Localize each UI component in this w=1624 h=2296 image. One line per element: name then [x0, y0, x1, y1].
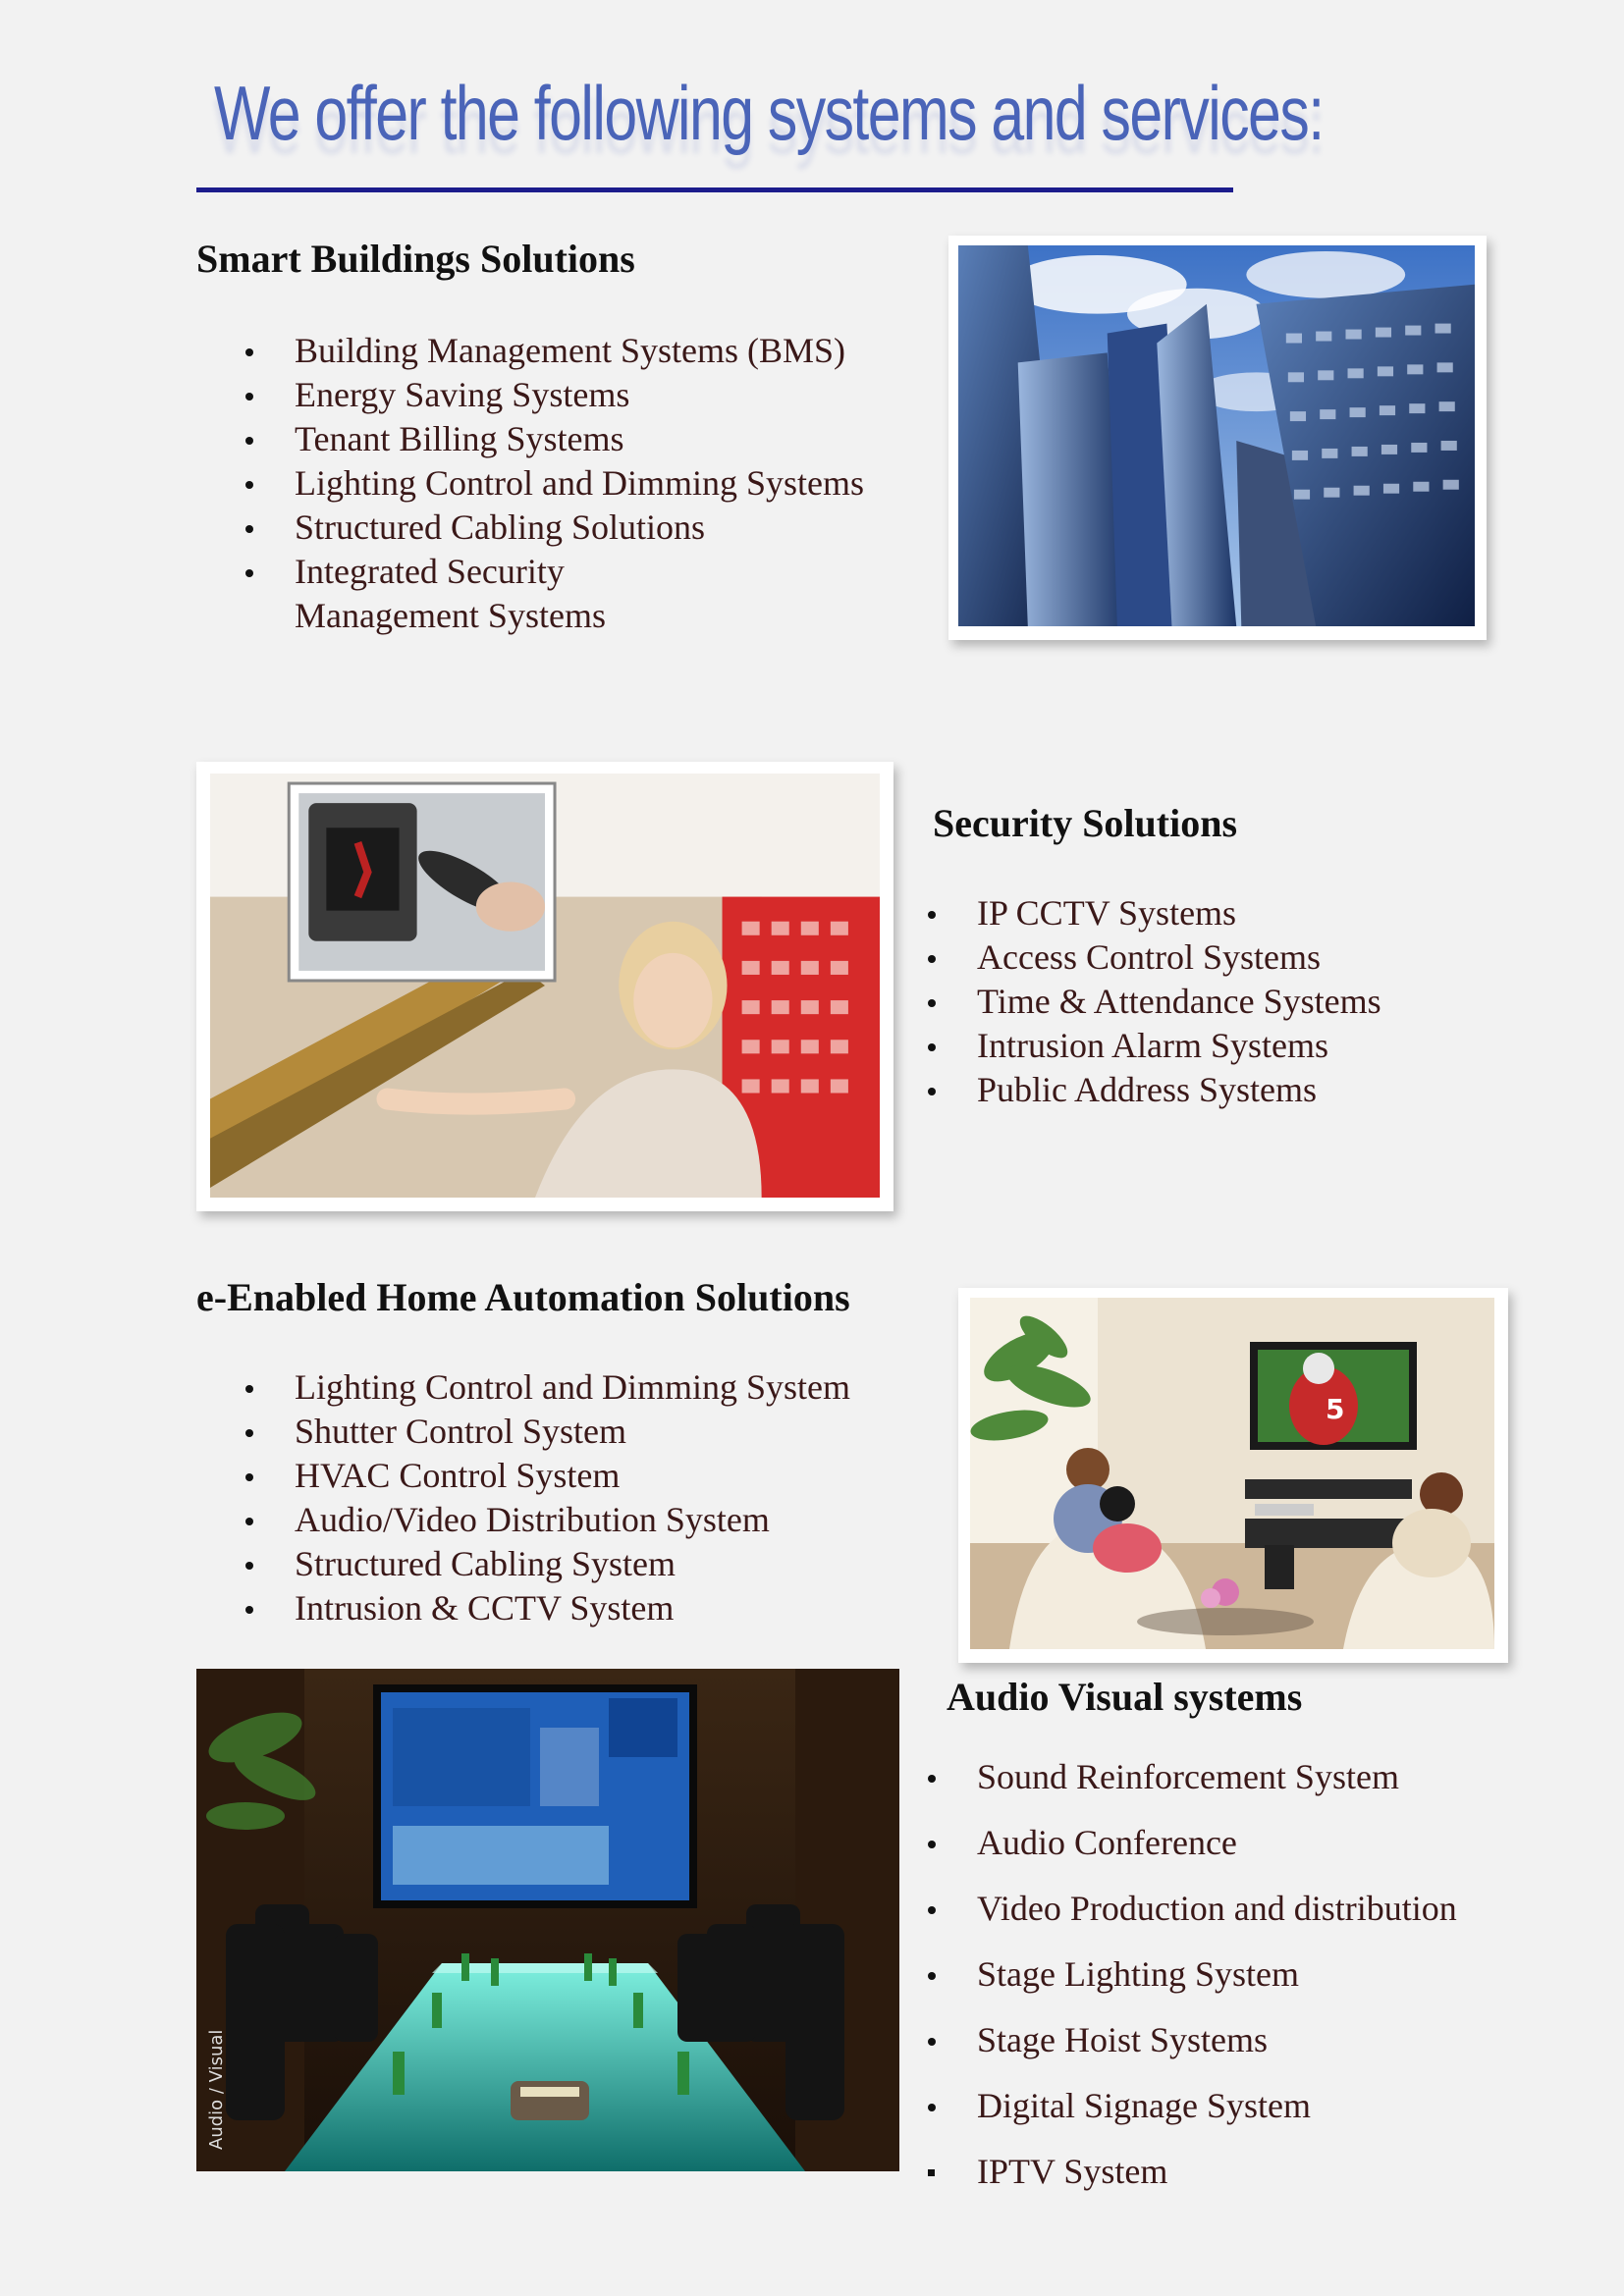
image-caption: Audio / Visual	[206, 2029, 227, 2150]
home-automation-heading: e-Enabled Home Automation Solutions	[196, 1275, 850, 1319]
security-list	[879, 891, 1586, 1112]
audio-visual-list	[879, 1744, 1605, 2205]
smart-buildings-heading: Smart Buildings Solutions	[196, 237, 635, 281]
list-item: Intrusion Alarm Systems	[879, 1024, 1586, 1068]
list-item: Tenant Billing Systems	[196, 417, 943, 461]
smart-buildings-list	[196, 329, 943, 638]
list-item: Public Address Systems	[879, 1068, 1586, 1112]
security-illustration	[210, 774, 880, 1198]
svg-text:5: 5	[1326, 1393, 1345, 1425]
home-theater-image	[958, 1288, 1508, 1663]
security-heading: Security Solutions	[933, 801, 1238, 845]
title-underline	[196, 187, 1233, 192]
list-item: Building Management Systems (BMS)	[196, 329, 943, 373]
conference-room-image	[196, 1669, 899, 2171]
audio-visual-heading: Audio Visual systems	[947, 1675, 1303, 1719]
list-item: Digital Signage System	[879, 2073, 1605, 2139]
list-item: Lighting Control and Dimming System	[196, 1365, 943, 1410]
list-item: Stage Hoist Systems	[879, 2007, 1605, 2073]
list-item: Shutter Control System	[196, 1410, 943, 1454]
security-access-image	[196, 762, 893, 1211]
page-title: We offer the following systems and services:	[214, 70, 1324, 156]
list-item: Energy Saving Systems	[196, 373, 943, 417]
list-item: IPTV System	[879, 2139, 1605, 2205]
list-item: Access Control Systems	[879, 935, 1586, 980]
home-automation-list	[196, 1365, 943, 1630]
living-room-illustration	[970, 1298, 1494, 1649]
conference-room-illustration	[196, 1669, 899, 2171]
list-item: Intrusion & CCTV System	[196, 1586, 943, 1630]
list-item: Sound Reinforcement System	[879, 1744, 1605, 1810]
list-item: IP CCTV Systems	[879, 891, 1586, 935]
list-item: Stage Lighting System	[879, 1942, 1605, 2007]
list-item: Audio/Video Distribution System	[196, 1498, 943, 1542]
list-item: Structured Cabling System	[196, 1542, 943, 1586]
skyscraper-image	[948, 236, 1487, 640]
list-item: Time & Attendance Systems	[879, 980, 1586, 1024]
skyscraper-illustration	[958, 245, 1475, 626]
list-item: HVAC Control System	[196, 1454, 943, 1498]
list-item: Lighting Control and Dimming Systems	[196, 461, 943, 506]
list-item: Video Production and distribution	[879, 1876, 1605, 1942]
list-item: Audio Conference	[879, 1810, 1605, 1876]
list-item: Structured Cabling Solutions	[196, 506, 943, 550]
list-item: Integrated Security Management Systems	[196, 550, 727, 638]
